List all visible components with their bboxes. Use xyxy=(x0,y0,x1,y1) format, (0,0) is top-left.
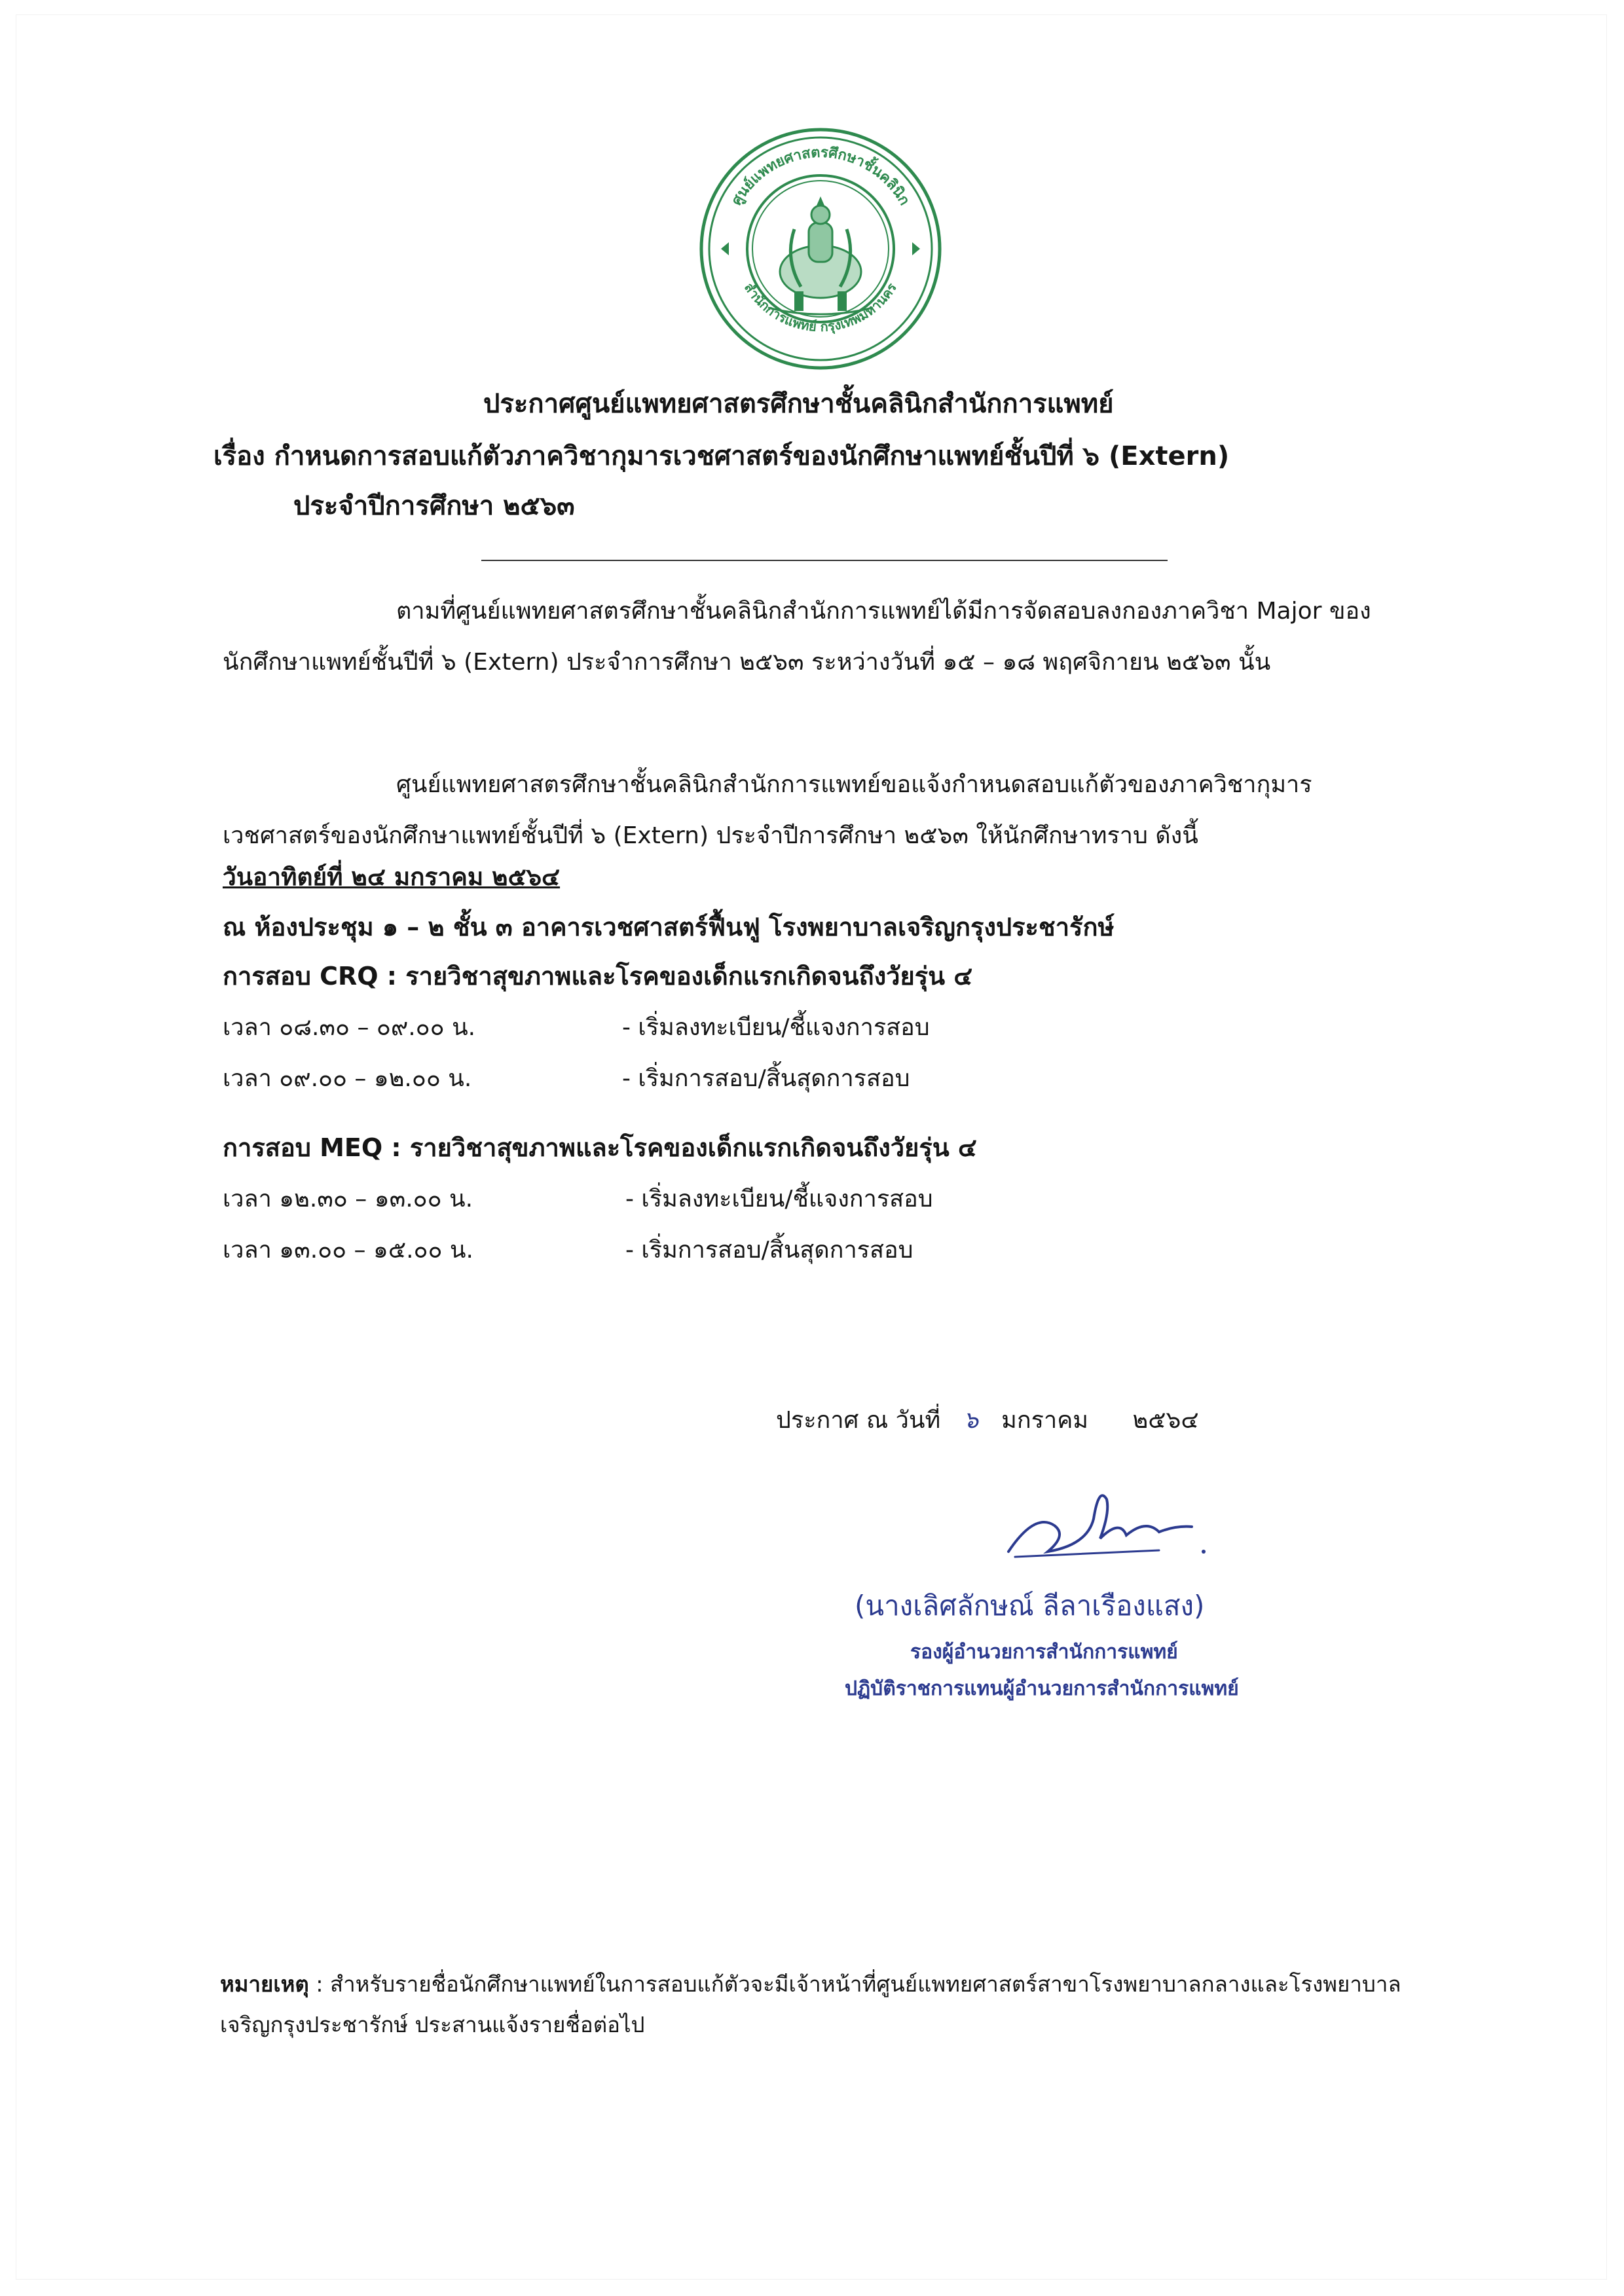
bangkok-medical-education-center-seal-icon xyxy=(696,124,945,373)
academic-year-line: ประจำปีการศึกษา ๒๕๖๓ xyxy=(293,491,575,521)
schedule-activity: - เริ่มการสอบ/สิ้นสุดการสอบ xyxy=(622,1065,910,1092)
signatory-position: รองผู้อำนวยการสำนักการแพทย์ xyxy=(910,1641,1178,1664)
schedule-time: เวลา ๐๘.๓๐ – ๐๙.๐๐ น. xyxy=(223,1014,476,1041)
remark-note xyxy=(220,1964,1418,2045)
announcement-year: ๒๕๖๔ xyxy=(1132,1407,1199,1434)
intro-paragraph: ตามที่ศูนย์แพทยศาสตรศึกษาชั้นคลินิกสำนักการแพทย์ได้มีการจัดสอบลงกองภาควิชา Major ของนักศึกษาแพทย์ชั้นปีที่ ๖ (Extern) ประจำการศึกษา ๒๕๖๓ ระหว่างวันที่ ๑๕ – ๑๘ พฤศจิกายน ๒๕๖๓ นั้น xyxy=(223,598,1371,676)
title-divider xyxy=(481,560,1168,561)
schedule-time: เวลา ๑๒.๓๐ – ๑๓.๐๐ น. xyxy=(223,1186,473,1212)
signatory-name: (นางเลิศลักษณ์ ลีลาเรืองแสง) xyxy=(855,1590,1205,1622)
schedule-activity: - เริ่มลงทะเบียน/ชี้แจงการสอบ xyxy=(625,1186,933,1212)
page-title: ประกาศศูนย์แพทยศาสตรศึกษาชั้นคลินิกสำนักการแพทย์ xyxy=(483,389,1114,419)
handwritten-signature-icon xyxy=(995,1473,1211,1565)
announcement-day: ๖ xyxy=(963,1407,979,1434)
notice-paragraph: ศูนย์แพทยศาสตรศึกษาชั้นคลินิกสำนักการแพทย์ขอแจ้งกำหนดสอบแก้ตัวของภาควิชากุมารเวชศาสตร์ของนักศึกษาแพทย์ชั้นปีที่ ๖ (Extern) ประจำปีการศึกษา ๒๕๖๓ ให้นักศึกษาทราบ ดังนี้ xyxy=(223,771,1312,849)
announcement-prefix: ประกาศ ณ วันที่ xyxy=(776,1407,941,1434)
remark-text: : สำหรับรายชื่อนักศึกษาแพทย์ในการสอบแก้ตัวจะมีเจ้าหน้าที่ศูนย์แพทยศาสตร์สาขาโรงพยาบาลกลางและโรงพยาบาลเจริญกรุงประชารักษ์ ประสานแจ้งรายชื่อต่อไป xyxy=(220,1971,1401,2037)
exam-venue: ณ ห้องประชุม ๑ – ๒ ชั้น ๓ อาคารเวชศาสตร์ฟื้นฟู โรงพยาบาลเจริญกรุงประชารักษ์ xyxy=(223,913,1115,941)
schedule-activity: - เริ่มลงทะเบียน/ชี้แจงการสอบ xyxy=(622,1014,930,1041)
schedule-time: เวลา ๑๓.๐๐ – ๑๕.๐๐ น. xyxy=(223,1237,473,1264)
signatory-acting-position: ปฏิบัติราชการแทนผู้อำนวยการสำนักการแพทย์ xyxy=(845,1677,1239,1700)
schedule-activity: - เริ่มการสอบ/สิ้นสุดการสอบ xyxy=(625,1237,913,1264)
announcement-date xyxy=(776,1401,1199,1438)
schedule-time: เวลา ๐๙.๐๐ – ๑๒.๐๐ น. xyxy=(223,1065,472,1092)
seal-text-top: ศูนย์แพทยศาสตรศึกษาชั้นคลินิก xyxy=(728,144,913,209)
crq-exam-title: การสอบ CRQ : รายวิชาสุขภาพและโรคของเด็กแรกเกิดจนถึงวัยรุ่น ๔ xyxy=(223,962,973,991)
seal-text-bottom: สำนักการแพทย์ กรุงเทพมหานคร xyxy=(741,280,900,335)
exam-date: วันอาทิตย์ที่ ๒๔ มกราคม ๒๕๖๔ xyxy=(223,863,561,891)
subject-line: เรื่อง กำหนดการสอบแก้ตัวภาควิชากุมารเวชศาสตร์ของนักศึกษาแพทย์ชั้นปีที่ ๖ (Extern) xyxy=(213,441,1230,471)
remark-label: หมายเหตุ xyxy=(220,1971,309,1997)
meq-exam-title: การสอบ MEQ : รายวิชาสุขภาพและโรคของเด็กแรกเกิดจนถึงวัยรุ่น ๔ xyxy=(223,1133,977,1162)
announcement-month: มกราคม xyxy=(1001,1407,1089,1434)
